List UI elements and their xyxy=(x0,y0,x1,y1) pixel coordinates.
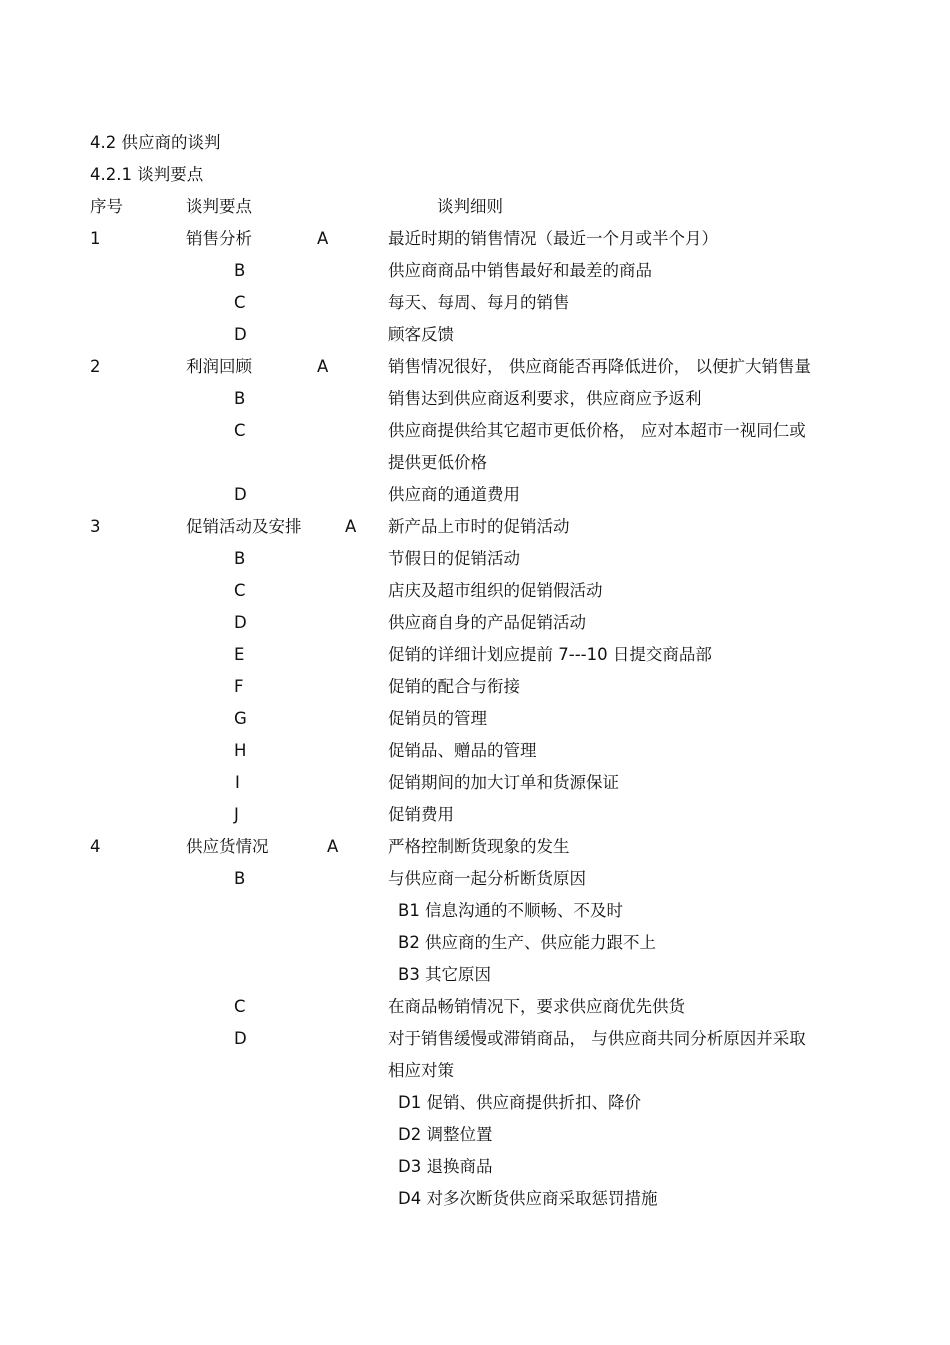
row-detail: 提供更低价格 xyxy=(388,453,487,472)
subsection-heading: 4.2.1 谈判要点 xyxy=(90,165,204,184)
row-key: B xyxy=(234,869,246,888)
row-detail: 供应商自身的产品促销活动 xyxy=(388,613,586,632)
row-detail: 相应对策 xyxy=(388,1061,454,1080)
row-detail: 促销品、赠品的管理 xyxy=(388,741,537,760)
row-sub-detail: B2 供应商的生产、供应能力跟不上 xyxy=(398,933,657,952)
row-detail: 促销费用 xyxy=(388,805,454,824)
row-detail: 促销的详细计划应提前 7---10 日提交商品部 xyxy=(388,645,712,664)
row-detail: 在商品畅销情况下，要求供应商优先供货 xyxy=(388,997,685,1016)
row-detail: 销售达到供应商返利要求，供应商应予返利 xyxy=(388,389,702,408)
row-detail: 促销的配合与衔接 xyxy=(388,677,520,696)
section-heading: 4.2 供应商的谈判 xyxy=(90,133,221,152)
row-key: F xyxy=(234,677,244,696)
row-key: B xyxy=(234,389,246,408)
item-number: 1 xyxy=(90,229,101,248)
row-key: A xyxy=(317,229,329,248)
item-point: 销售分析 xyxy=(186,229,252,248)
row-detail: 供应商提供给其它超市更低价格， 应对本超市一视同仁或 xyxy=(388,421,806,440)
row-detail: 节假日的促销活动 xyxy=(388,549,520,568)
row-sub-detail: D3 退换商品 xyxy=(398,1157,493,1176)
row-key: A xyxy=(327,837,339,856)
row-key: G xyxy=(234,709,247,728)
row-key: D xyxy=(234,325,247,344)
row-key: D xyxy=(234,485,247,504)
row-sub-detail: D1 促销、供应商提供折扣、降价 xyxy=(398,1093,641,1112)
row-key: I xyxy=(235,773,240,792)
item-number: 4 xyxy=(90,837,101,856)
row-sub-detail: D2 调整位置 xyxy=(398,1125,493,1144)
row-key: E xyxy=(234,645,245,664)
item-point: 促销活动及安排 xyxy=(186,517,302,536)
header-detail: 谈判细则 xyxy=(437,197,503,216)
row-key: C xyxy=(234,421,246,440)
item-number: 2 xyxy=(90,357,101,376)
row-detail: 与供应商一起分析断货原因 xyxy=(388,869,586,888)
row-key: J xyxy=(234,805,239,824)
row-key: D xyxy=(234,613,247,632)
header-point: 谈判要点 xyxy=(186,197,252,216)
row-detail: 对于销售缓慢或滞销商品， 与供应商共同分析原因并采取 xyxy=(388,1029,806,1048)
row-sub-detail: B3 其它原因 xyxy=(398,965,492,984)
row-detail: 促销期间的加大订单和货源保证 xyxy=(388,773,619,792)
row-detail: 每天、每周、每月的销售 xyxy=(388,293,570,312)
row-detail: 最近时期的销售情况（最近一个月或半个月） xyxy=(388,229,718,248)
row-key: B xyxy=(234,549,246,568)
row-detail: 促销员的管理 xyxy=(388,709,487,728)
row-detail: 供应商的通道费用 xyxy=(388,485,520,504)
row-detail: 新产品上市时的促销活动 xyxy=(388,517,570,536)
row-key: H xyxy=(234,741,247,760)
row-key: D xyxy=(234,1029,247,1048)
row-detail: 供应商商品中销售最好和最差的商品 xyxy=(388,261,652,280)
row-key: C xyxy=(234,997,246,1016)
row-detail: 严格控制断货现象的发生 xyxy=(388,837,570,856)
row-key: C xyxy=(234,581,246,600)
row-detail: 顾客反馈 xyxy=(388,325,454,344)
row-detail: 销售情况很好， 供应商能否再降低进价， 以便扩大销售量 xyxy=(388,357,811,376)
row-key: A xyxy=(345,517,357,536)
item-number: 3 xyxy=(90,517,101,536)
row-sub-detail: D4 对多次断货供应商采取惩罚措施 xyxy=(398,1189,658,1208)
row-key: C xyxy=(234,293,246,312)
item-point: 利润回顾 xyxy=(186,357,252,376)
row-key: A xyxy=(317,357,329,376)
header-no: 序号 xyxy=(90,197,123,216)
item-point: 供应货情况 xyxy=(186,837,269,856)
row-detail: 店庆及超市组织的促销假活动 xyxy=(388,581,603,600)
row-key: B xyxy=(234,261,246,280)
row-sub-detail: B1 信息沟通的不顺畅、不及时 xyxy=(398,901,624,920)
